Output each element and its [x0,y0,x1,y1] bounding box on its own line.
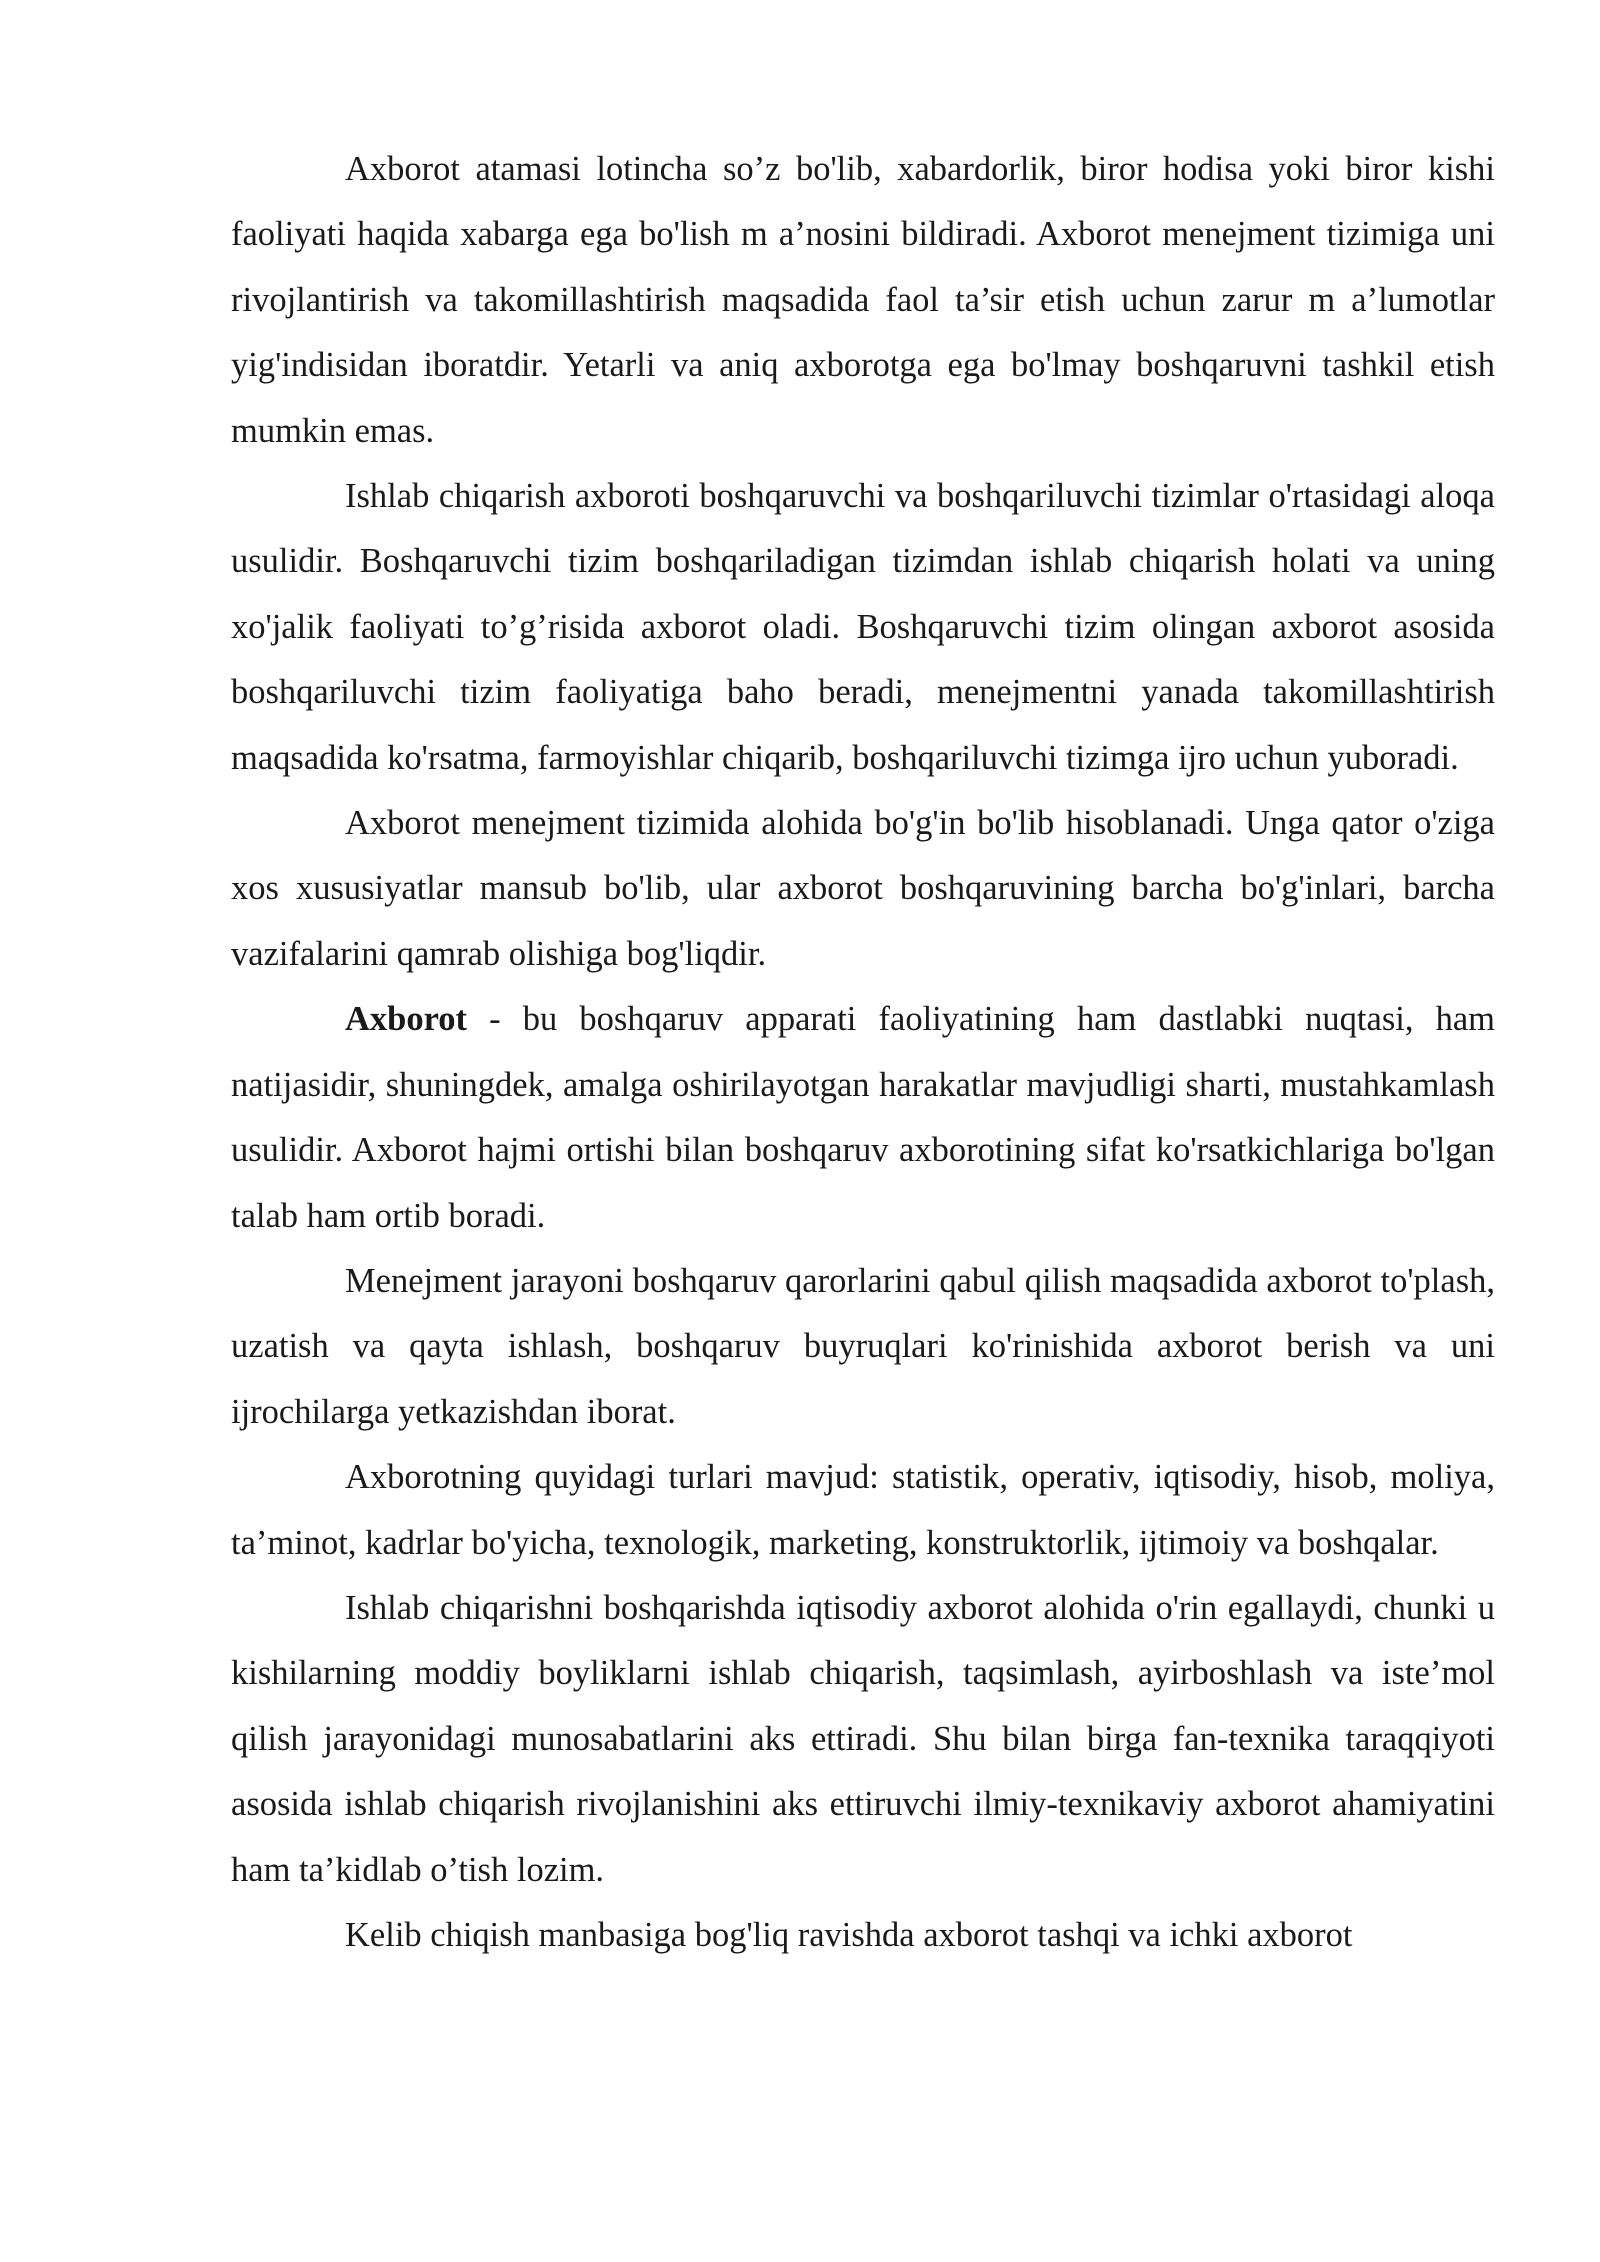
paragraph-3 [231,791,1495,987]
document-body [231,137,1495,1968]
paragraph-4-definition [231,987,1495,1249]
paragraph-7 [231,1576,1495,1903]
paragraph-text: Axborot atamasi lotincha so’z bo'lib, xabardorlik, biror hodisa yoki biror kishi faoliyati haqida xabarga ega bo'lish m a’nosini bildiradi. Axborot menejment tizimiga uni rivojlantirish va takomillashtirish maqsadida faol ta’sir etish uchun zarur m a’lumotlar yig'indisidan iboratdir. Yetarli va aniq axborotga ega bo'lmay boshqaruvni tashkil etish mumkin emas. [231,150,1495,450]
defined-term: Axborot [345,1000,468,1039]
paragraph-6 [231,1445,1495,1576]
paragraph-text: Ishlab chiqarishni boshqarishda iqtisodiy axborot alohida o'rin egallaydi, chunki u kishilarning moddiy boyliklarni ishlab chiqarish, taqsimlash, ayirboshlash va iste’mol qilish jarayonidagi munosabatlarini aks ettiradi. Shu bilan birga fan-texnika taraqqiyoti asosida ishlab chiqarish rivojlanishini aks ettiruvchi ilmiy-texnikaviy axborot ahamiyatini ham ta’kidlab o’tish lozim. [231,1588,1495,1889]
paragraph-text: Menejment jarayoni boshqaruv qarorlarini qabul qilish maqsadida axborot to'plash, uzatish va qayta ishlash, boshqaruv buyruqlari ko'rinishida axborot berish va uni ijrochilarga yetkazishdan iborat. [231,1261,1495,1431]
paragraph-text: Ishlab chiqarish axboroti boshqaruvchi va boshqariluvchi tizimlar o'rtasidagi aloqa usulidir. Boshqaruvchi tizim boshqariladigan tizimdan ishlab chiqarish holati va uning xo'jalik faoliyati to’g’risida axborot oladi. Boshqaruvchi tizim olingan axborot asosida boshqariluvchi tizim faoliyatiga baho beradi, menejmentni yanada takomillashtirish maqsadida ko'rsatma, farmoyishlar chiqarib, boshqariluvchi tizimga ijro uchun yuboradi. [231,477,1495,777]
paragraph-2 [231,464,1495,791]
paragraph-text: Axborot menejment tizimida alohida bo'g'in bo'lib hisoblanadi. Unga qator o'ziga xos xususiyatlar mansub bo'lib, ular axborot boshqaruvining barcha bo'g'inlari, barcha vazifalarini qamrab olishiga bog'liqdir. [231,804,1495,973]
paragraph-1 [231,137,1495,464]
paragraph-text: Kelib chiqish manbasiga bog'liq ravishda axborot tashqi va ichki axborot [345,1915,1353,1954]
paragraph-8 [231,1903,1495,1968]
paragraph-text: Axborotning quyidagi turlari mavjud: statistik, operativ, iqtisodiy, hisob, moliya, ta’minot, kadrlar bo'yicha, texnologik, marketing, konstruktorlik, ijtimoiy va boshqalar. [231,1458,1495,1562]
paragraph-text: - bu boshqaruv apparati faoliyatining ham dastlabki nuqtasi, ham natijasidir, shuningdek, amalga oshirilayotgan harakatlar mavjudligi sharti, mustahkamlash usulidir. Axborot hajmi ortishi bilan boshqaruv axborotining sifat ko'rsatkichlariga bo'lgan talab ham ortib boradi. [231,1000,1495,1235]
paragraph-5 [231,1249,1495,1445]
